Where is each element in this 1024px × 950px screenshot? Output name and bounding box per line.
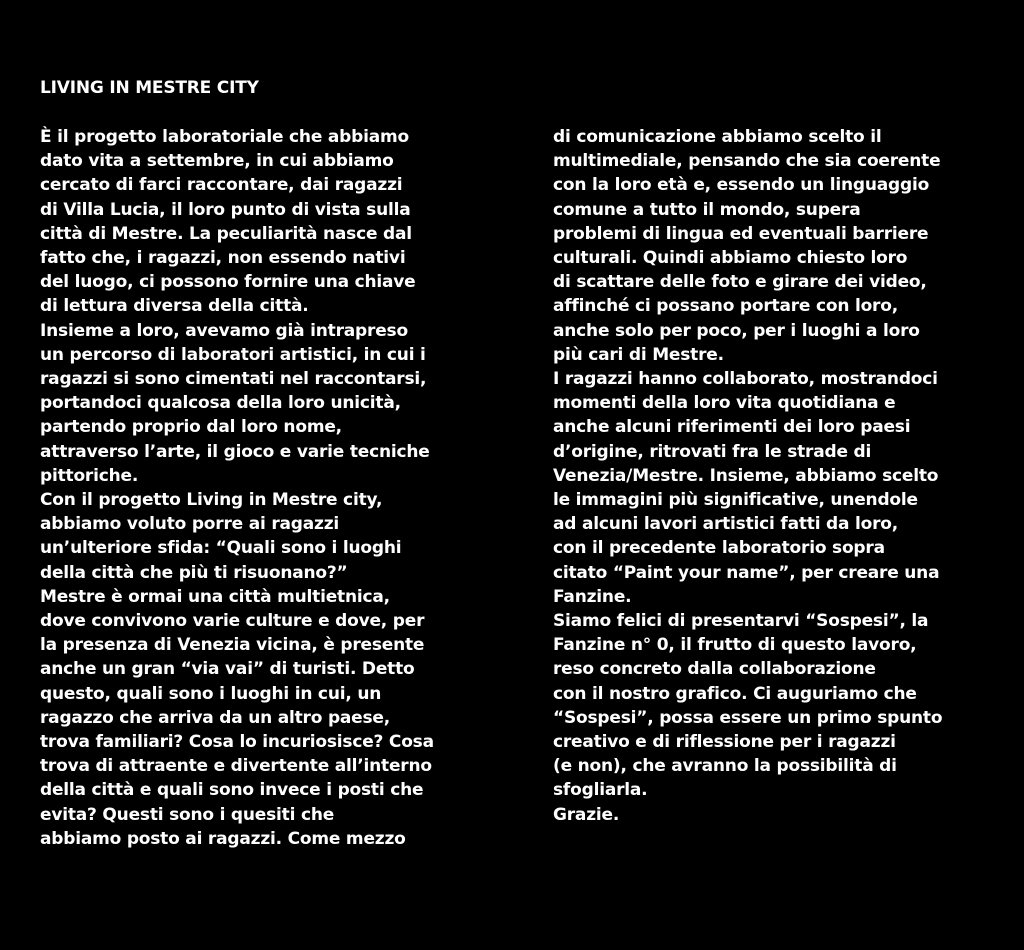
text-line: di scattare delle foto e girare dei video,	[553, 272, 927, 293]
text-line: d’origine, ritrovati fra le strade di	[553, 441, 872, 462]
text-line: città di Mestre. La peculiarità nasce dal	[40, 223, 412, 244]
text-line: un percorso di laboratori artistici, in cui i	[40, 344, 426, 365]
text-line: del luogo, ci possono fornire una chiave	[40, 272, 416, 293]
text-line: la presenza di Venezia vicina, è presente	[40, 635, 425, 656]
text-line: multimediale, pensando che sia coerente	[553, 151, 941, 172]
text-line: di Villa Lucia, il loro punto di vista sulla	[40, 199, 411, 220]
text-line: di lettura diversa della città.	[40, 296, 309, 317]
text-line: questo, quali sono i luoghi in cui, un	[40, 683, 382, 704]
text-line: attraverso l’arte, il gioco e varie tecniche	[40, 441, 430, 462]
text-line: abbiamo posto ai ragazzi. Come mezzo	[40, 828, 406, 849]
text-line: trova familiari? Cosa lo incuriosisce? Cosa	[40, 732, 434, 753]
text-line: Venezia/Mestre. Insieme, abbiamo scelto	[553, 465, 939, 486]
text-line: Mestre è ormai una città multietnica,	[40, 586, 390, 607]
text-line: pittoriche.	[40, 465, 139, 486]
text-line: (e non), che avranno la possibilità di	[553, 756, 897, 777]
text-line: Siamo felici di presentarvi “Sospesi”, la	[553, 611, 929, 632]
text-line: sfogliarla.	[553, 780, 648, 801]
text-line: fatto che, i ragazzi, non essendo nativi	[40, 248, 406, 269]
text-line: citato “Paint your name”, per creare una	[553, 562, 940, 583]
text-line: più cari di Mestre.	[553, 344, 724, 365]
text-line: comune a tutto il mondo, supera	[553, 199, 861, 220]
text-line: affinché ci possano portare con loro,	[553, 296, 898, 317]
text-line: con il precedente laboratorio sopra	[553, 538, 885, 559]
text-line: cercato di farci raccontare, dai ragazzi	[40, 175, 403, 196]
text-line: evita? Questi sono i quesiti che	[40, 804, 335, 825]
text-line: I ragazzi hanno collaborato, mostrandoci	[553, 369, 938, 390]
text-line: portandoci qualcosa della loro unicità,	[40, 393, 401, 414]
text-line: dato vita a settembre, in cui abbiamo	[40, 151, 394, 172]
text-line: dove convivono varie culture e dove, per	[40, 611, 425, 632]
text-line: È il progetto laboratoriale che abbiamo	[40, 127, 409, 147]
left-text-column	[40, 125, 490, 851]
text-line: trova di attraente e divertente all’interno	[40, 756, 432, 777]
right-text-column	[553, 125, 1003, 827]
text-line: reso concreto dalla collaborazione	[553, 659, 876, 680]
text-line: Con il progetto Living in Mestre city,	[40, 490, 383, 511]
text-line: abbiamo voluto porre ai ragazzi	[40, 514, 340, 535]
text-line: le immagini più significative, unendole	[553, 490, 918, 511]
text-line: anche un gran “via vai” di turisti. Detto	[40, 659, 415, 680]
text-line: con il nostro grafico. Ci auguriamo che	[553, 683, 917, 704]
text-line: creativo e di riflessione per i ragazzi	[553, 732, 896, 753]
text-line: della città e quali sono invece i posti che	[40, 780, 424, 801]
text-line: partendo proprio dal loro nome,	[40, 417, 342, 438]
text-line: anche solo per poco, per i luoghi a loro	[553, 320, 920, 341]
text-line: ragazzo che arriva da un altro paese,	[40, 707, 391, 728]
text-line: di comunicazione abbiamo scelto il	[553, 127, 882, 147]
text-line: con la loro età e, essendo un linguaggio	[553, 175, 930, 196]
page-title: LIVING IN MESTRE CITY	[40, 78, 259, 98]
text-line: problemi di lingua ed eventuali barriere	[553, 223, 929, 244]
text-line: “Sospesi”, possa essere un primo spunto	[553, 707, 943, 728]
text-line: ad alcuni lavori artistici fatti da loro,	[553, 514, 899, 535]
text-line: Insieme a loro, avevamo già intrapreso	[40, 320, 408, 341]
text-line: anche alcuni riferimenti dei loro paesi	[553, 417, 911, 438]
text-line: un’ulteriore sfida: “Quali sono i luoghi	[40, 538, 402, 559]
text-line: Fanzine n° 0, il frutto di questo lavoro,	[553, 635, 917, 656]
text-line: della città che più ti risuonano?”	[40, 562, 348, 583]
text-line: momenti della loro vita quotidiana e	[553, 393, 896, 414]
text-line: Fanzine.	[553, 586, 632, 607]
text-line: culturali. Quindi abbiamo chiesto loro	[553, 248, 908, 269]
text-line: ragazzi si sono cimentati nel raccontarsi,	[40, 369, 427, 390]
text-line: Grazie.	[553, 804, 620, 825]
